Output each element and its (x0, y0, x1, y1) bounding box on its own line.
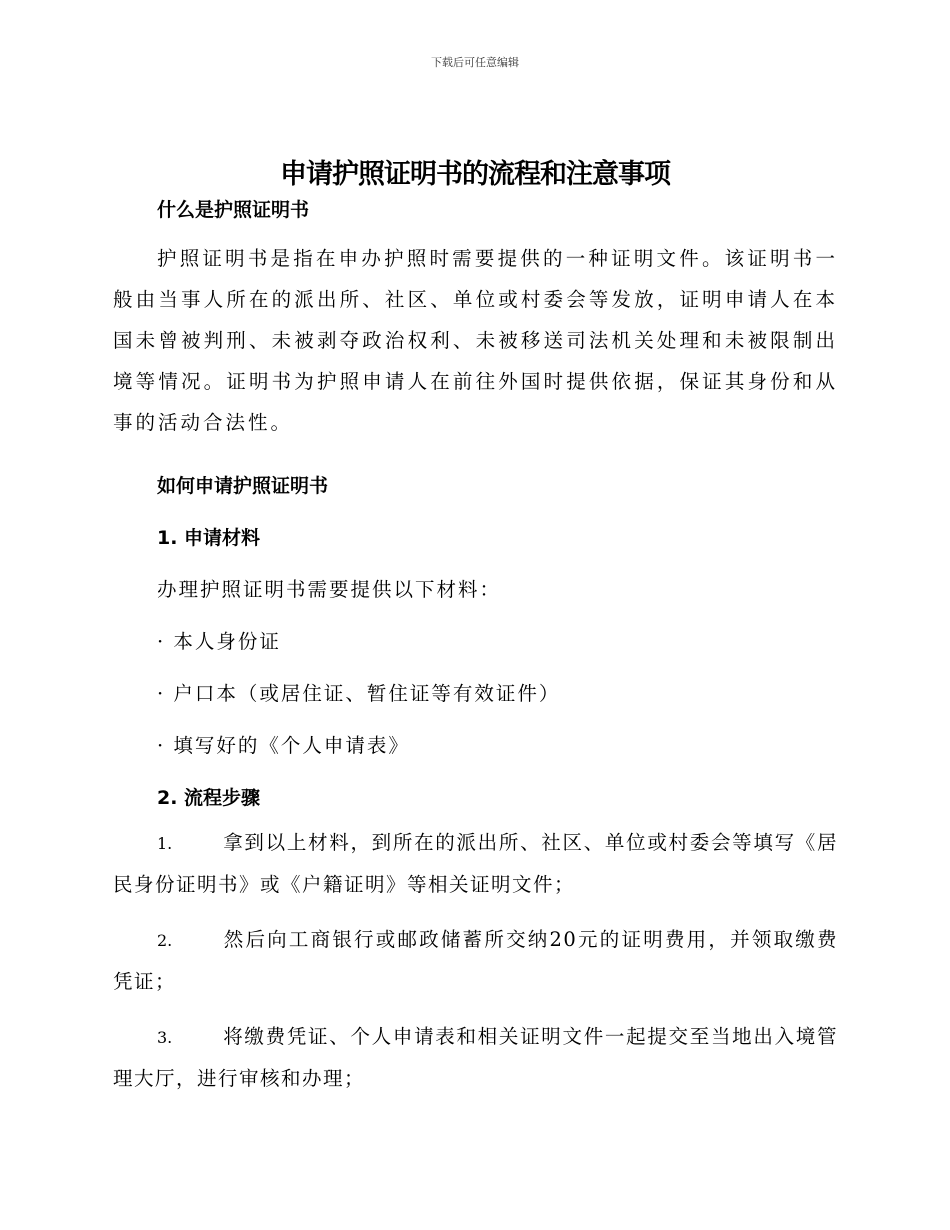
step-item (113, 919, 838, 1002)
section-heading-how-to-apply: 如何申请护照证明书 (157, 475, 329, 497)
step-number: 1. (157, 834, 173, 853)
subheading-materials: 1. 申请材料 (157, 527, 261, 549)
subheading-steps: 2. 流程步骤 (157, 787, 261, 809)
header-note: 下载后可任意编辑 (431, 56, 519, 69)
step-text: 然后向工商银行或邮政储蓄所交纳20元的证明费用，并领取缴费凭证； (113, 928, 838, 993)
list-item: · 本人身份证 (157, 630, 281, 653)
step-number: 3. (157, 1028, 173, 1047)
list-item: · 填写好的《个人申请表》 (157, 734, 410, 757)
document-body (113, 196, 838, 1099)
step-item (113, 822, 838, 905)
list-item: · 户口本（或居住证、暂住证等有效证件） (157, 682, 561, 705)
step-text: 将缴费凭证、个人申请表和相关证明文件一起提交至当地出入境管理大厅，进行审核和办理； (113, 1025, 838, 1090)
step-item (113, 1016, 838, 1099)
materials-intro: 办理护照证明书需要提供以下材料： (157, 578, 502, 601)
definition-paragraph: 护照证明书是指在申办护照时需要提供的一种证明文件。该证明书一般由当事人所在的派出所、社区、单位或村委会等发放，证明申请人在本国未曾被判刑、未被剥夺政治权利、未被移送司法机关处理和未被限制出境等情况。证明书为护照申请人在前往外国时提供依据，保证其身份和从事的活动合法性。 (113, 247, 838, 434)
document-title: 申请护照证明书的流程和注意事项 (280, 159, 670, 190)
step-text: 拿到以上材料，到所在的派出所、社区、单位或村委会等填写《居民身份证明书》或《户籍证明》等相关证明文件； (113, 831, 838, 896)
step-number: 2. (157, 931, 173, 950)
section-heading-what-is: 什么是护照证明书 (157, 199, 310, 221)
